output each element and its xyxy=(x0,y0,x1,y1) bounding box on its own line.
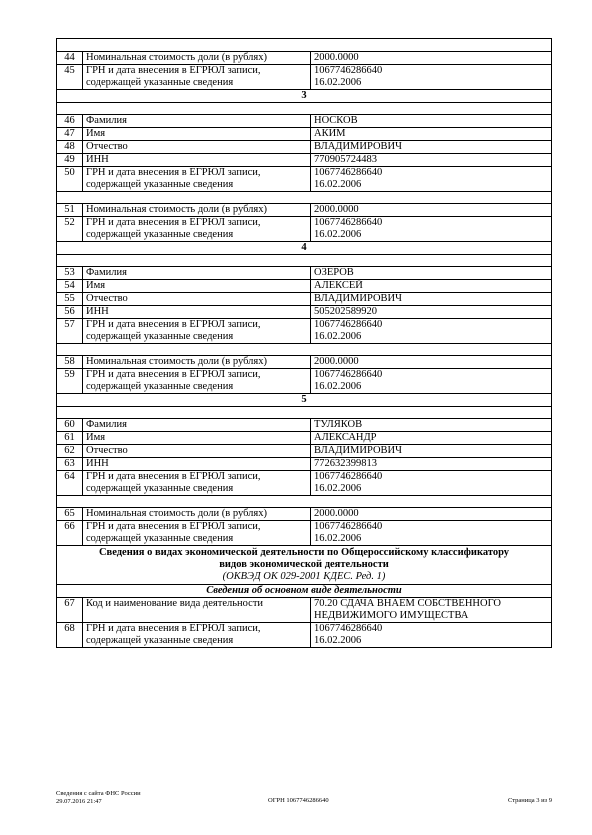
field-value xyxy=(311,65,552,90)
field-value xyxy=(311,623,552,648)
table-row xyxy=(57,458,552,471)
footer-source-line1: Сведения с сайта ФНС России xyxy=(56,790,141,797)
field-label-line: ИНН xyxy=(86,306,109,317)
spacer-row xyxy=(57,407,552,419)
field-value xyxy=(311,115,552,128)
table-row xyxy=(57,471,552,496)
field-value xyxy=(311,598,552,623)
field-value xyxy=(311,154,552,167)
field-value-line: ОЗЕРОВ xyxy=(314,267,354,278)
field-value xyxy=(311,306,552,319)
field-label-line: ИНН xyxy=(86,154,109,165)
spacer-row xyxy=(57,344,552,356)
field-value-line: 505202589920 xyxy=(314,306,377,317)
section-number: 4 xyxy=(57,242,552,255)
table-row xyxy=(57,445,552,458)
footer-source xyxy=(56,790,141,806)
field-value-line: 16.02.2006 xyxy=(314,533,362,544)
field-label xyxy=(83,445,311,458)
field-value-line: 16.02.2006 xyxy=(314,77,362,88)
section-label-row xyxy=(57,90,552,103)
row-number: 58 xyxy=(57,356,83,369)
activity-subheading: Сведения об основном виде деятельности xyxy=(57,585,552,598)
field-value xyxy=(311,217,552,242)
field-value xyxy=(311,280,552,293)
field-label-line: ГРН и дата внесения в ЕГРЮЛ записи, xyxy=(86,217,261,228)
row-number: 57 xyxy=(57,319,83,344)
table-row xyxy=(57,319,552,344)
field-label-line: содержащей указанные сведения xyxy=(86,229,234,240)
row-number: 48 xyxy=(57,141,83,154)
field-value xyxy=(311,356,552,369)
activity-subheading-row xyxy=(57,585,552,598)
field-value xyxy=(311,128,552,141)
field-value-line: 16.02.2006 xyxy=(314,635,362,646)
field-label xyxy=(83,319,311,344)
field-value xyxy=(311,445,552,458)
activity-heading-line2: видов экономической деятельности xyxy=(219,559,389,570)
field-value-line: АКИМ xyxy=(314,128,346,139)
spacer-row xyxy=(57,103,552,115)
field-label xyxy=(83,52,311,65)
field-label xyxy=(83,458,311,471)
row-number: 59 xyxy=(57,369,83,394)
field-value-line: 1067746286640 xyxy=(314,471,383,482)
field-value-line: 770905724483 xyxy=(314,154,377,165)
field-label xyxy=(83,280,311,293)
blank-row xyxy=(57,39,552,52)
field-label-line: ГРН и дата внесения в ЕГРЮЛ записи, xyxy=(86,369,261,380)
field-label-line: Номинальная стоимость доли (в рублях) xyxy=(86,52,267,63)
row-number: 54 xyxy=(57,280,83,293)
table-row xyxy=(57,598,552,623)
field-value-line: 1067746286640 xyxy=(314,65,383,76)
field-value xyxy=(311,471,552,496)
row-number: 46 xyxy=(57,115,83,128)
field-value-line: 2000.0000 xyxy=(314,204,359,215)
field-value xyxy=(311,52,552,65)
activity-heading-row xyxy=(57,546,552,585)
field-label-line: Фамилия xyxy=(86,267,127,278)
field-label-line: ГРН и дата внесения в ЕГРЮЛ записи, xyxy=(86,521,261,532)
field-label-line: содержащей указанные сведения xyxy=(86,77,234,88)
table-row xyxy=(57,293,552,306)
field-value-line: 70.20 СДАЧА ВНАЕМ СОБСТВЕННОГО xyxy=(314,598,501,609)
field-value-line: 16.02.2006 xyxy=(314,331,362,342)
field-label-line: ГРН и дата внесения в ЕГРЮЛ записи, xyxy=(86,319,261,330)
field-value xyxy=(311,419,552,432)
section-label-row xyxy=(57,394,552,407)
row-number: 63 xyxy=(57,458,83,471)
row-number: 50 xyxy=(57,167,83,192)
spacer-row xyxy=(57,255,552,267)
field-label-line: Номинальная стоимость доли (в рублях) xyxy=(86,508,267,519)
table-row xyxy=(57,65,552,90)
field-value-line: 1067746286640 xyxy=(314,521,383,532)
field-value xyxy=(311,167,552,192)
field-label-line: Отчество xyxy=(86,141,128,152)
field-label xyxy=(83,623,311,648)
table-row xyxy=(57,128,552,141)
field-label-line: содержащей указанные сведения xyxy=(86,483,234,494)
field-label-line: содержащей указанные сведения xyxy=(86,533,234,544)
spacer-row xyxy=(57,192,552,204)
field-label-line: Имя xyxy=(86,280,106,291)
field-label-line: Номинальная стоимость доли (в рублях) xyxy=(86,356,267,367)
field-label-line: Фамилия xyxy=(86,115,127,126)
row-number: 66 xyxy=(57,521,83,546)
field-label xyxy=(83,167,311,192)
field-label-line: Имя xyxy=(86,432,106,443)
field-label-line: ГРН и дата внесения в ЕГРЮЛ записи, xyxy=(86,623,261,634)
footer-ogrn: ОГРН 1067746286640 xyxy=(268,797,329,804)
table-row xyxy=(57,204,552,217)
field-label xyxy=(83,419,311,432)
field-value-line: 1067746286640 xyxy=(314,217,383,228)
field-value xyxy=(311,458,552,471)
field-value xyxy=(311,369,552,394)
table-row xyxy=(57,154,552,167)
activity-heading xyxy=(57,546,552,585)
field-value-line: 2000.0000 xyxy=(314,356,359,367)
table-row xyxy=(57,508,552,521)
field-label-line: Отчество xyxy=(86,293,128,304)
field-value-line: АЛЕКСАНДР xyxy=(314,432,377,443)
field-label-line: содержащей указанные сведения xyxy=(86,179,234,190)
row-number: 60 xyxy=(57,419,83,432)
activity-heading-line3: (ОКВЭД ОК 029-2001 КДЕС. Ред. 1) xyxy=(222,571,386,582)
table-row xyxy=(57,521,552,546)
field-value xyxy=(311,293,552,306)
field-value-line: 1067746286640 xyxy=(314,319,383,330)
field-value-line: 1067746286640 xyxy=(314,167,383,178)
table-row xyxy=(57,52,552,65)
field-label-line: ГРН и дата внесения в ЕГРЮЛ записи, xyxy=(86,65,261,76)
field-label-line: ИНН xyxy=(86,458,109,469)
field-label xyxy=(83,267,311,280)
footer-source-line2: 29.07.2016 21:47 xyxy=(56,798,102,805)
row-number: 51 xyxy=(57,204,83,217)
field-label-line: содержащей указанные сведения xyxy=(86,331,234,342)
field-value xyxy=(311,141,552,154)
field-label xyxy=(83,432,311,445)
field-label xyxy=(83,508,311,521)
field-value xyxy=(311,204,552,217)
table-row xyxy=(57,432,552,445)
field-value-line: ВЛАДИМИРОВИЧ xyxy=(314,141,402,152)
field-value-line: 772632399813 xyxy=(314,458,377,469)
table-row xyxy=(57,306,552,319)
field-value-line: 1067746286640 xyxy=(314,369,383,380)
table-row xyxy=(57,217,552,242)
field-value-line: ВЛАДИМИРОВИЧ xyxy=(314,293,402,304)
field-value-line: 2000.0000 xyxy=(314,508,359,519)
activity-heading-line1: Сведения о видах экономической деятельности по Общероссийскому классификатору xyxy=(98,547,510,558)
field-label xyxy=(83,115,311,128)
field-label xyxy=(83,204,311,217)
table-row xyxy=(57,115,552,128)
field-label xyxy=(83,356,311,369)
field-label xyxy=(83,598,311,623)
row-number: 44 xyxy=(57,52,83,65)
table-row xyxy=(57,141,552,154)
field-label xyxy=(83,217,311,242)
row-number: 65 xyxy=(57,508,83,521)
egrul-extract-page xyxy=(56,38,552,648)
field-label-line: содержащей указанные сведения xyxy=(86,381,234,392)
field-value xyxy=(311,319,552,344)
field-value xyxy=(311,432,552,445)
table-row xyxy=(57,280,552,293)
row-number: 61 xyxy=(57,432,83,445)
row-number: 68 xyxy=(57,623,83,648)
field-label-line: Номинальная стоимость доли (в рублях) xyxy=(86,204,267,215)
field-label-line: Имя xyxy=(86,128,106,139)
field-label xyxy=(83,471,311,496)
field-label xyxy=(83,141,311,154)
field-label xyxy=(83,369,311,394)
row-number: 56 xyxy=(57,306,83,319)
field-value-line: 2000.0000 xyxy=(314,52,359,63)
table-row xyxy=(57,623,552,648)
table-row xyxy=(57,369,552,394)
row-number: 64 xyxy=(57,471,83,496)
field-label-line: ГРН и дата внесения в ЕГРЮЛ записи, xyxy=(86,167,261,178)
row-number: 45 xyxy=(57,65,83,90)
field-value-line: 16.02.2006 xyxy=(314,229,362,240)
field-label xyxy=(83,154,311,167)
table-row xyxy=(57,267,552,280)
field-value-line: НОСКОВ xyxy=(314,115,358,126)
field-label xyxy=(83,293,311,306)
field-value xyxy=(311,508,552,521)
field-value-line: 16.02.2006 xyxy=(314,381,362,392)
row-number: 55 xyxy=(57,293,83,306)
field-label xyxy=(83,306,311,319)
row-number: 62 xyxy=(57,445,83,458)
row-number: 47 xyxy=(57,128,83,141)
field-value-line: 16.02.2006 xyxy=(314,179,362,190)
field-label-line: Отчество xyxy=(86,445,128,456)
table-row xyxy=(57,419,552,432)
field-label xyxy=(83,65,311,90)
section-label-row xyxy=(57,242,552,255)
row-number: 49 xyxy=(57,154,83,167)
field-value-line: ВЛАДИМИРОВИЧ xyxy=(314,445,402,456)
footer-page-number: Страница 3 из 9 xyxy=(507,797,552,804)
field-value xyxy=(311,521,552,546)
row-number: 52 xyxy=(57,217,83,242)
spacer-row xyxy=(57,496,552,508)
field-value-line: АЛЕКСЕЙ xyxy=(314,280,363,291)
field-value-line: ТУЛЯКОВ xyxy=(314,419,363,430)
table-row xyxy=(57,167,552,192)
field-value-line: НЕДВИЖИМОГО ИМУЩЕСТВА xyxy=(314,610,469,621)
row-number: 53 xyxy=(57,267,83,280)
section-number: 3 xyxy=(57,90,552,103)
section-number: 5 xyxy=(57,394,552,407)
field-value xyxy=(311,267,552,280)
field-value-line: 16.02.2006 xyxy=(314,483,362,494)
field-value-line: 1067746286640 xyxy=(314,623,383,634)
field-label-line: Фамилия xyxy=(86,419,127,430)
field-label-line: содержащей указанные сведения xyxy=(86,635,234,646)
table-row xyxy=(57,356,552,369)
field-label-line: ГРН и дата внесения в ЕГРЮЛ записи, xyxy=(86,471,261,482)
field-label xyxy=(83,521,311,546)
row-number: 67 xyxy=(57,598,83,623)
egrul-table xyxy=(56,38,552,648)
field-label xyxy=(83,128,311,141)
field-label-line: Код и наименование вида деятельности xyxy=(86,598,264,609)
